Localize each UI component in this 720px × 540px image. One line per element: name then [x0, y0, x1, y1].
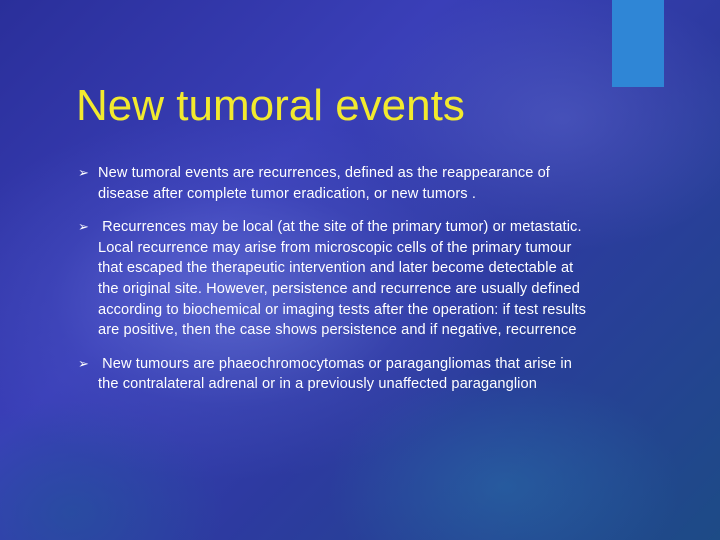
- bullet-item: [78, 354, 590, 395]
- arrowhead-bullet-icon: ➢: [78, 165, 89, 180]
- slide-title: New tumoral events: [76, 81, 465, 130]
- bullet-list: [78, 163, 590, 395]
- arrowhead-bullet-icon: ➢: [78, 355, 89, 371]
- bullet-item: [78, 217, 590, 341]
- bullet-item: [78, 163, 590, 204]
- accent-bar: [612, 0, 664, 87]
- arrowhead-bullet-icon: ➢: [78, 219, 89, 235]
- bullet-text: New tumoral events are recurrences, defined as the reappearance of disease after complete tumor eradication, or new tumors .: [98, 165, 550, 202]
- bullet-text: Recurrences may be local (at the site of the primary tumor) or metastatic. Local recurrence may arise from microscopic cells of the primary tumour that escaped the therapeutic intervention and later become detectable at the original site. However, persistence and recurrence are usually defined according to biochemical or imaging tests after the operation: if test results are positive, then the case shows persistence and if negative, recurrence: [98, 219, 591, 339]
- bullet-text: New tumours are phaeochromocytomas or paragangliomas that arise in the contralateral adrenal or in a previously unaffected paraganglion: [98, 355, 577, 393]
